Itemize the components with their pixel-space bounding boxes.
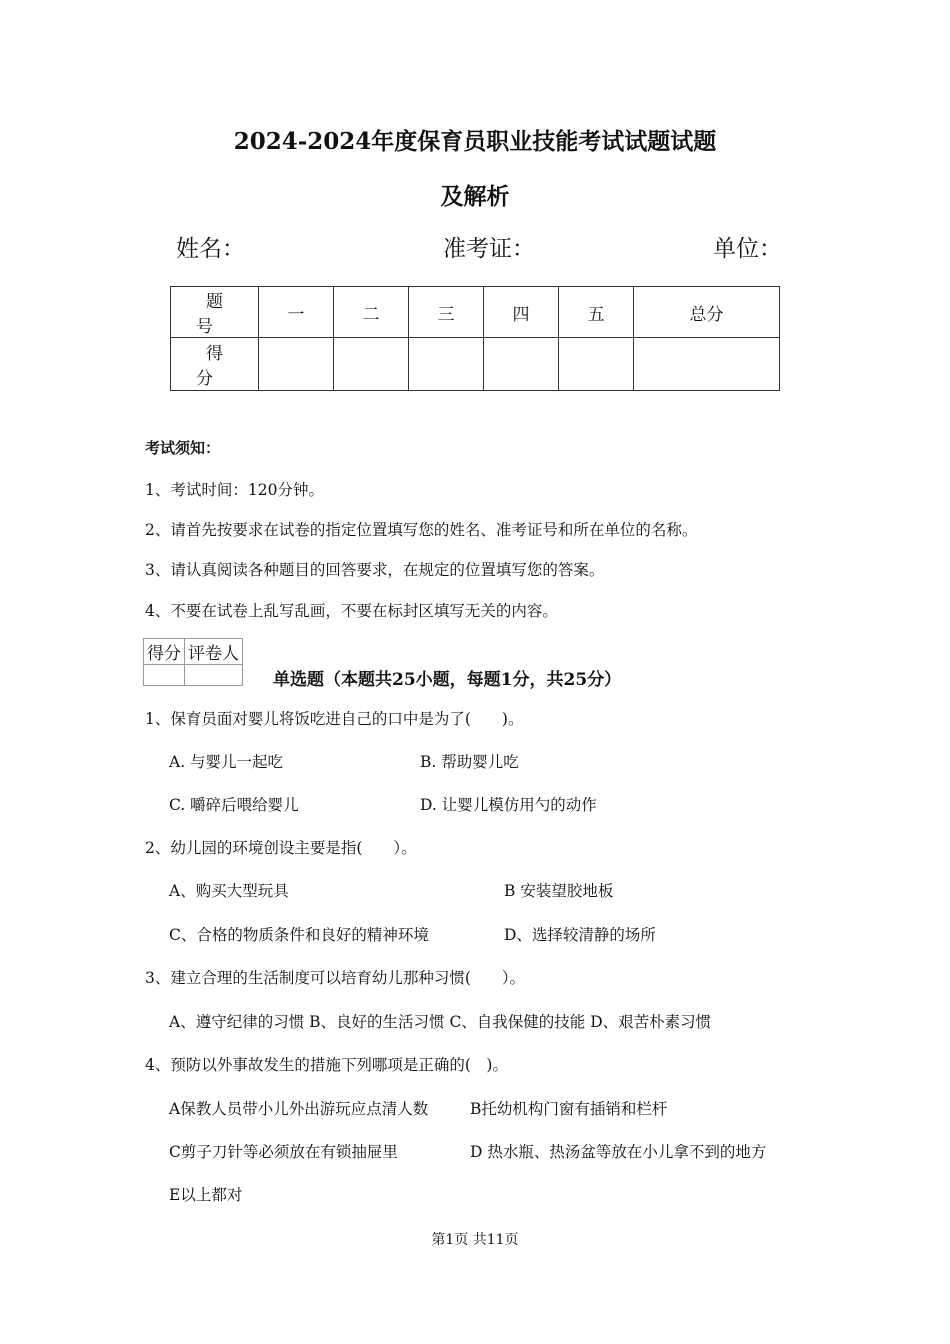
notice-heading: 考试须知：: [145, 439, 221, 457]
question-option: B 安装望胶地板: [504, 882, 614, 900]
question-stem: 2、幼儿园的环境创设主要是指( ）。: [145, 839, 417, 857]
question-options-line: A、遵守纪律的习惯 B、良好的生活习惯 C、自我保健的技能 D、艰苦朴素习惯: [169, 1013, 712, 1031]
question-option: A保教人员带小儿外出游玩应点清人数: [169, 1100, 429, 1118]
score-table-col-2: 二: [334, 287, 409, 338]
question-option: B. 帮助婴儿吃: [420, 753, 519, 771]
question-stem: 4、预防以外事故发生的措施下列哪项是正确的( )。: [145, 1056, 508, 1074]
score-table-col-4: 四: [484, 287, 559, 338]
question-option: C. 嚼碎后喂给婴儿: [169, 796, 299, 814]
page-footer: 第1页 共11页: [431, 1232, 519, 1248]
score-table-col-3: 三: [409, 287, 484, 338]
exam-id-field-label: 准考证：: [443, 236, 535, 262]
section-heading: 单选题（本题共25小题，每题1分，共25分）: [273, 670, 622, 690]
question-option: B托幼机构门窗有插销和栏杆: [470, 1100, 668, 1118]
notice-item: 1、考试时间：120分钟。: [145, 481, 324, 499]
grader-box: [143, 638, 243, 686]
grader-score-label: 得分: [144, 639, 185, 665]
notice-item: 2、请首先按要求在试卷的指定位置填写您的姓名、准考证号和所在单位的名称。: [145, 521, 698, 539]
score-table-col-total: 总分: [634, 287, 780, 338]
grader-name-cell: [185, 665, 243, 686]
document-title-line1: 2024-2024年度保育员职业技能考试试题试题: [233, 128, 717, 155]
score-cell: [409, 338, 484, 391]
score-cell: [559, 338, 634, 391]
question-stem: 1、保育员面对婴儿将饭吃进自己的口中是为了( )。: [145, 710, 524, 728]
question-option: C、合格的物质条件和良好的精神环境: [169, 926, 429, 944]
grader-score-cell: [144, 665, 185, 686]
question-option: D 热水瓶、热汤盆等放在小儿拿不到的地方: [470, 1143, 767, 1161]
score-cell: [634, 338, 780, 391]
score-table-score-label: 得 分: [171, 338, 259, 391]
question-option: E以上都对: [169, 1186, 243, 1204]
score-table: [170, 286, 780, 391]
question-option: A、购买大型玩具: [169, 882, 289, 900]
score-table-col-1: 一: [259, 287, 334, 338]
score-cell: [484, 338, 559, 391]
notice-item: 4、不要在试卷上乱写乱画，不要在标封区填写无关的内容。: [145, 602, 558, 620]
score-table-score-row: [171, 338, 780, 391]
question-option: D、选择较清静的场所: [504, 926, 656, 944]
document-title-line2: 及解析: [440, 183, 510, 210]
grader-name-label: 评卷人: [185, 639, 243, 665]
notice-item: 3、请认真阅读各种题目的回答要求，在规定的位置填写您的答案。: [145, 561, 605, 579]
question-option: C剪子刀针等必须放在有锁抽屉里: [169, 1143, 398, 1161]
name-field-label: 姓名：: [176, 236, 245, 262]
unit-field-label: 单位：: [713, 236, 782, 262]
score-table-header-label: 题 号: [171, 287, 259, 338]
question-option: D. 让婴儿模仿用勺的动作: [420, 796, 597, 814]
score-table-header-row: [171, 287, 780, 338]
question-option: A. 与婴儿一起吃: [169, 753, 284, 771]
score-cell: [259, 338, 334, 391]
score-table-col-5: 五: [559, 287, 634, 338]
question-stem: 3、建立合理的生活制度可以培育幼儿那种习惯( ）。: [145, 969, 526, 987]
score-cell: [334, 338, 409, 391]
